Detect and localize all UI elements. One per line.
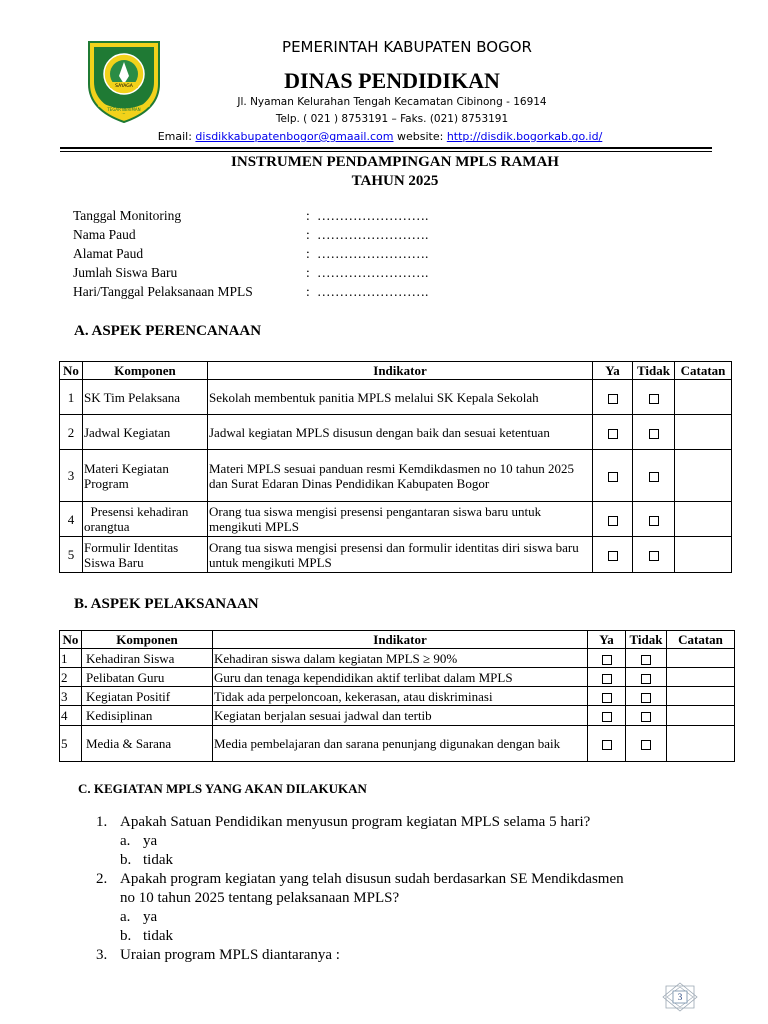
- row-komponen: Pelibatan Guru: [82, 668, 213, 687]
- row-no: 5: [60, 537, 83, 573]
- row-no: 2: [60, 668, 82, 687]
- option-text: ya: [143, 833, 158, 849]
- implementation-table: [59, 630, 735, 762]
- tidak-checkbox[interactable]: [641, 712, 651, 722]
- table-row: [60, 537, 732, 573]
- list-item: [96, 871, 746, 890]
- ya-cell: [588, 726, 626, 762]
- ya-cell: [588, 706, 626, 726]
- option-letter: a.: [120, 909, 131, 925]
- question-number: 2.: [96, 871, 108, 887]
- row-no: 3: [60, 450, 83, 502]
- option-item[interactable]: [96, 909, 746, 928]
- col-header-ya: Ya: [593, 362, 633, 380]
- info-row: [73, 284, 493, 303]
- row-komponen: Presensi kehadiran orangtua: [83, 502, 208, 537]
- ya-checkbox[interactable]: [602, 740, 612, 750]
- row-no: 1: [60, 649, 82, 668]
- agency-address: Jl. Nyaman Kelurahan Tengah Kecamatan Cibinong - 16914: [237, 96, 547, 108]
- section-b-heading: B. ASPEK PELAKSANAAN: [74, 596, 259, 612]
- ya-checkbox[interactable]: [608, 516, 618, 526]
- row-no: 2: [60, 415, 83, 450]
- email-link[interactable]: disdikkabupatenbogor@gmaail.com: [195, 130, 394, 143]
- question-text: Apakah Satuan Pendidikan menyusun program kegiatan MPLS selama 5 hari?: [120, 814, 591, 830]
- ya-cell: [593, 450, 633, 502]
- info-label: Hari/Tanggal Pelaksanaan MPLS: [73, 284, 253, 299]
- option-letter: a.: [120, 833, 131, 849]
- info-value[interactable]: …………………….: [317, 208, 429, 223]
- row-indikator: Kegiatan berjalan sesuai jadwal dan tertib: [213, 706, 588, 726]
- ya-cell: [588, 668, 626, 687]
- tidak-cell: [633, 380, 675, 415]
- tidak-cell: [633, 502, 675, 537]
- info-value[interactable]: …………………….: [317, 284, 429, 299]
- tidak-checkbox[interactable]: [649, 551, 659, 561]
- table-row: [60, 668, 735, 687]
- row-no: 1: [60, 380, 83, 415]
- table-row: [60, 502, 732, 537]
- tidak-cell: [626, 706, 667, 726]
- list-item: [96, 947, 746, 966]
- info-value[interactable]: …………………….: [317, 227, 429, 242]
- row-indikator: Sekolah membentuk panitia MPLS melalui SK Kepala Sekolah: [208, 380, 593, 415]
- list-item: [96, 814, 746, 833]
- ya-cell: [593, 380, 633, 415]
- tidak-cell: [626, 687, 667, 706]
- catatan-cell[interactable]: [675, 502, 732, 537]
- agency-phone: Telp. ( 021 ) 8753191 – Faks. (021) 8753191: [275, 113, 509, 125]
- row-indikator: Kehadiran siswa dalam kegiatan MPLS ≥ 90%: [213, 649, 588, 668]
- row-komponen: Kegiatan Positif: [82, 687, 213, 706]
- list-item-continuation: [96, 890, 746, 909]
- table-header-row: [60, 362, 732, 380]
- row-no: 3: [60, 687, 82, 706]
- website-label: website:: [396, 130, 444, 143]
- col-header-no: No: [60, 362, 83, 380]
- catatan-cell[interactable]: [667, 649, 735, 668]
- tidak-checkbox[interactable]: [641, 674, 651, 684]
- catatan-cell[interactable]: [667, 687, 735, 706]
- ya-cell: [588, 649, 626, 668]
- row-indikator: Orang tua siswa mengisi presensi dan formulir identitas diri siswa baru untuk mengikuti MPLS: [208, 537, 593, 573]
- col-header-tidak: Tidak: [626, 631, 667, 649]
- row-no: 4: [60, 502, 83, 537]
- col-header-komponen: Komponen: [83, 362, 208, 380]
- tidak-checkbox[interactable]: [649, 516, 659, 526]
- row-indikator: Tidak ada perpeloncoan, kekerasan, atau diskriminasi: [213, 687, 588, 706]
- ya-cell: [593, 537, 633, 573]
- info-colon: :: [306, 284, 310, 299]
- table-row: [60, 450, 732, 502]
- info-row: [73, 227, 493, 246]
- info-colon: :: [306, 246, 310, 261]
- info-colon: :: [306, 227, 310, 242]
- question-list: [96, 814, 746, 966]
- tidak-checkbox[interactable]: [649, 394, 659, 404]
- question-text: no 10 tahun 2025 tentang pelaksanaan MPLS?: [120, 890, 400, 906]
- tidak-cell: [633, 415, 675, 450]
- catatan-cell[interactable]: [667, 668, 735, 687]
- row-indikator: Orang tua siswa mengisi presensi pengantaran siswa baru untuk mengikuti MPLS: [208, 502, 593, 537]
- ya-checkbox[interactable]: [608, 429, 618, 439]
- row-komponen: SK Tim Pelaksana: [83, 380, 208, 415]
- col-header-no: No: [60, 631, 82, 649]
- option-text: tidak: [143, 928, 173, 944]
- table-row: [60, 706, 735, 726]
- table-row: [60, 687, 735, 706]
- col-header-komponen: Komponen: [82, 631, 213, 649]
- tidak-cell: [633, 537, 675, 573]
- ya-checkbox[interactable]: [608, 394, 618, 404]
- info-label: Alamat Paud: [73, 246, 144, 261]
- catatan-cell[interactable]: [675, 380, 732, 415]
- tidak-checkbox[interactable]: [641, 655, 651, 665]
- row-komponen: Materi Kegiatan Program: [83, 450, 208, 502]
- ya-checkbox[interactable]: [602, 712, 612, 722]
- question-text: Apakah program kegiatan yang telah disusun sudah berdasarkan SE Mendikdasmen: [120, 871, 624, 887]
- row-indikator: Media pembelajaran dan sarana penunjang digunakan dengan baik: [213, 726, 588, 762]
- option-item[interactable]: [96, 852, 746, 871]
- document-year: TAHUN 2025: [351, 173, 439, 189]
- row-no: 5: [60, 726, 82, 762]
- info-label: Tanggal Monitoring: [73, 208, 182, 223]
- option-item[interactable]: [96, 928, 746, 947]
- letterhead-divider-thick: [60, 147, 712, 149]
- col-header-tidak: Tidak: [633, 362, 675, 380]
- info-fields: [73, 208, 493, 303]
- row-komponen: Kedisiplinan: [82, 706, 213, 726]
- tidak-cell: [626, 668, 667, 687]
- option-letter: b.: [120, 852, 132, 868]
- tidak-checkbox[interactable]: [649, 429, 659, 439]
- option-letter: b.: [120, 928, 132, 944]
- ya-cell: [588, 687, 626, 706]
- option-text: ya: [143, 909, 158, 925]
- catatan-cell[interactable]: [675, 415, 732, 450]
- info-label: Jumlah Siswa Baru: [73, 265, 178, 280]
- table-row: [60, 726, 735, 762]
- svg-text:TEGAR BERIMAN: TEGAR BERIMAN: [107, 107, 141, 112]
- col-header-indikator: Indikator: [213, 631, 588, 649]
- info-row: [73, 265, 493, 284]
- tidak-cell: [626, 649, 667, 668]
- tidak-cell: [633, 450, 675, 502]
- question-number: 1.: [96, 814, 108, 830]
- ya-checkbox[interactable]: [602, 655, 612, 665]
- info-row: [73, 246, 493, 265]
- info-value[interactable]: …………………….: [317, 265, 429, 280]
- ya-checkbox[interactable]: [608, 551, 618, 561]
- info-colon: :: [306, 208, 310, 223]
- info-row: [73, 208, 493, 227]
- option-item[interactable]: [96, 833, 746, 852]
- col-header-indikator: Indikator: [208, 362, 593, 380]
- tidak-checkbox[interactable]: [641, 693, 651, 703]
- svg-text:SAYAGA: SAYAGA: [115, 84, 133, 89]
- catatan-cell[interactable]: [675, 450, 732, 502]
- info-label: Nama Paud: [73, 227, 136, 242]
- ya-cell: [593, 502, 633, 537]
- row-komponen: Formulir Identitas Siswa Baru: [83, 537, 208, 573]
- row-komponen: Media & Sarana: [82, 726, 213, 762]
- question-text: Uraian program MPLS diantaranya :: [120, 947, 340, 963]
- email-label: Email:: [157, 130, 192, 143]
- ya-checkbox[interactable]: [602, 693, 612, 703]
- col-header-catatan: Catatan: [675, 362, 732, 380]
- section-c-heading: C. KEGIATAN MPLS YANG AKAN DILAKUKAN: [78, 781, 367, 796]
- catatan-cell[interactable]: [667, 706, 735, 726]
- catatan-cell[interactable]: [675, 537, 732, 573]
- government-name: PEMERINTAH KABUPATEN BOGOR: [282, 38, 532, 56]
- row-indikator: Jadwal kegiatan MPLS disusun dengan baik dan sesuai ketentuan: [208, 415, 593, 450]
- table-row: [60, 415, 732, 450]
- col-header-ya: Ya: [588, 631, 626, 649]
- website-link[interactable]: http://disdik.bogorkab.go.id/: [446, 130, 603, 143]
- row-komponen: Jadwal Kegiatan: [83, 415, 208, 450]
- table-row: [60, 380, 732, 415]
- row-indikator: Materi MPLS sesuai panduan resmi Kemdikdasmen no 10 tahun 2025 dan Surat Edaran Dinas Pendidikan Kabupaten Bogor: [208, 450, 593, 502]
- section-a-heading: A. ASPEK PERENCANAAN: [74, 323, 262, 339]
- letterhead-divider-thin: [60, 151, 712, 152]
- catatan-cell[interactable]: [667, 726, 735, 762]
- info-colon: :: [306, 265, 310, 280]
- ya-checkbox[interactable]: [608, 472, 618, 482]
- table-header-row: [60, 631, 735, 649]
- ya-cell: [593, 415, 633, 450]
- row-no: 4: [60, 706, 82, 726]
- tidak-cell: [626, 726, 667, 762]
- option-text: tidak: [143, 852, 173, 868]
- question-number: 3.: [96, 947, 108, 963]
- tidak-checkbox[interactable]: [641, 740, 651, 750]
- table-row: [60, 649, 735, 668]
- agency-name: DINAS PENDIDIKAN: [284, 68, 500, 93]
- tidak-checkbox[interactable]: [649, 472, 659, 482]
- agency-contact: [0, 130, 760, 143]
- ya-checkbox[interactable]: [602, 674, 612, 684]
- row-komponen: Kehadiran Siswa: [82, 649, 213, 668]
- info-value[interactable]: …………………….: [317, 246, 429, 261]
- row-indikator: Guru dan tenaga kependidikan aktif terlibat dalam MPLS: [213, 668, 588, 687]
- planning-table: [59, 361, 732, 573]
- col-header-catatan: Catatan: [667, 631, 735, 649]
- page-number-badge: [662, 982, 698, 1012]
- svg-text:3: 3: [677, 992, 683, 1002]
- document-title: INSTRUMEN PENDAMPINGAN MPLS RAMAH: [231, 154, 559, 170]
